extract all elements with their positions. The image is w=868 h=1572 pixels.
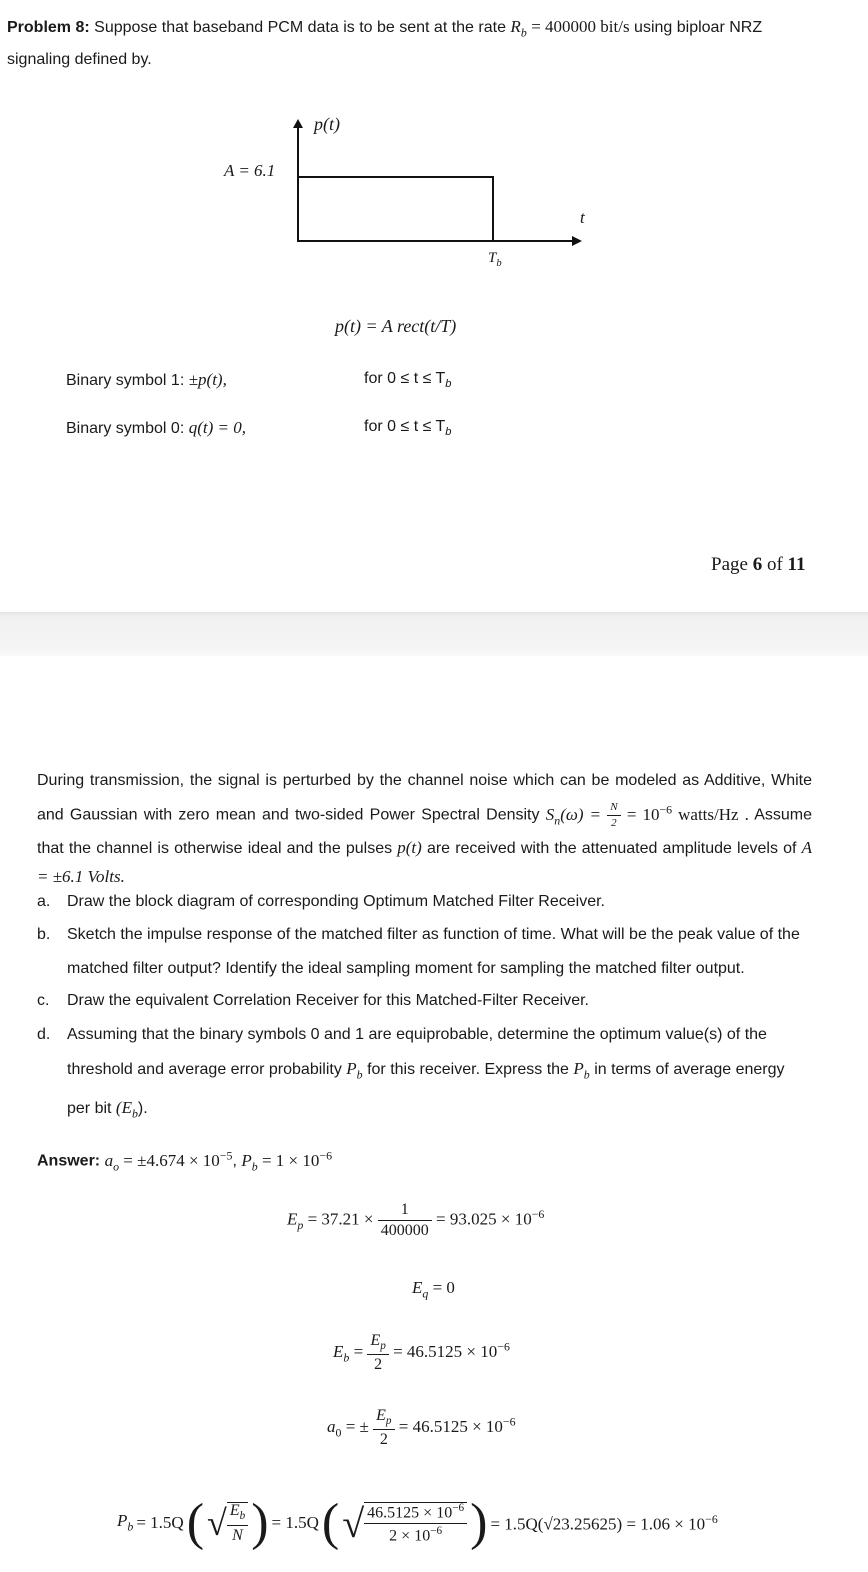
paren-left: ( <box>186 1494 205 1551</box>
symbol-0-label: Binary symbol 0: <box>66 420 185 437</box>
t-axis-label: t <box>580 208 585 227</box>
ep-equation: $E_p = 37.21$ × $\frac{1}{400000}$ = $93.025 \times 10^{-6}$ <box>287 1201 545 1239</box>
tb-label: $T_b$ <box>488 250 502 269</box>
problem-statement <box>7 17 762 40</box>
symbol-0-row <box>66 418 246 438</box>
rate-symbol: $R_b$ <box>510 17 527 40</box>
list-item: b. Sketch the impulse response of the matched filter as function of time. What will be the peak value of the matched filter output? Identify the ideal sampling moment for sampling the matched filter output. <box>37 926 800 977</box>
pulse-definition: p(t) = A rect(t/T) <box>335 316 457 336</box>
list-item: c. Draw the equivalent Correlation Receiver for this Matched-Filter Receiver. <box>37 992 589 1009</box>
y-axis-arrow <box>293 119 303 128</box>
answer-threshold: $a_o = \pm 4.674 \times 10^{-5}$ <box>104 1148 233 1174</box>
t-axis-arrow <box>572 236 582 246</box>
intro-line-2: signaling defined by. <box>7 51 152 68</box>
pulse-rect <box>298 177 493 241</box>
page-break <box>0 612 868 656</box>
amplitude-label: A = 6.1 <box>224 161 276 180</box>
y-axis-label: p(t) <box>314 114 340 134</box>
symbol-1-expr: ±p(t), <box>188 370 227 389</box>
intro-text: Suppose that baseband PCM data is to be sent at the rate <box>94 19 506 36</box>
list-item: d. Assuming that the binary symbols 0 and 1 are equiprobable, determine the optimum value(s) of the threshold and average error probability $P_b$ for this receiver. Express the $P_b$ in terms of average energy per bit $(E_b)$. <box>37 1026 785 1121</box>
answer-pb: $P_b = 1 \times 10^{-6}$ <box>241 1148 333 1174</box>
answer-line: Answer: $a_o = \pm 4.674 \times 10^{-5}$, $P_b = 1 \times 10^{-6}$ <box>37 1148 333 1174</box>
eq-equation: $E_q = 0$ <box>412 1278 455 1301</box>
psd-value: = $10^{-6}$ watts/Hz . <box>626 802 749 824</box>
symbol-1-row <box>66 370 227 390</box>
pulse-ref: p(t) <box>397 838 422 858</box>
a0-equation: $a_0$ = ± $\frac{E_p}{2}$ = $46.5125 \times 10^{-6}$ <box>327 1407 516 1449</box>
intro-text-end: using biploar NRZ <box>634 19 763 36</box>
symbol-1-range: for $0 \le t \le T_b$ <box>364 370 452 391</box>
noise-paragraph: During transmission, the signal is perturbed by the channel noise which can be modeled as Additive, White and Gaussian with zero mean and two-sided Power Spectral Density $S_n(\omega)$ = $\frac{N}{2}$ = $10^{-6}$ watts/Hz . Assume that the channel is otherwise ideal and the pulses p(t) are received with the attenuated amplitude levels of A = ±6.1 Volts. <box>37 772 812 887</box>
list-item: a. Draw the block diagram of corresponding Optimum Matched Filter Receiver. <box>37 893 605 910</box>
psd-expression: $S_n(\omega)$ = <box>545 804 602 828</box>
paren-right: ) <box>251 1494 269 1551</box>
sqrt-ebn: √ $\frac{E_b}{N}$ <box>207 1502 248 1544</box>
psd-fraction: $\frac{N}{2}$ <box>607 802 620 829</box>
answer-label: Answer: <box>37 1152 101 1170</box>
pb-equation: $P_b$ = 1.5Q ( √ $\frac{E_b}{N}$ ) = 1.5Q ( √ $\frac{46.5125 \times 10^{-6}}{2 \times 10^{-6}}$ ) = $1.5Q(√23.25625) = 1.06 \times 10^{-6}$ <box>117 1494 718 1551</box>
page-number: Page 6 of 11 <box>711 554 806 575</box>
sqrt-values: √ $\frac{46.5125 \times 10^{-6}}{2 \times 10^{-6}}$ <box>342 1500 467 1547</box>
symbol-0-range: for $0 \le t \le T_b$ <box>364 418 452 439</box>
symbol-1-label: Binary symbol 1: <box>66 372 185 389</box>
eb-equation: $E_b$ = $\frac{E_p}{2}$ = $46.5125 \times 10^{-6}$ <box>333 1332 510 1374</box>
amplitude-levels: A = ±6.1 Volts. <box>37 838 812 887</box>
rate-value: = 400000 bit/s <box>531 17 630 36</box>
problem-label: Problem 8: <box>7 19 90 36</box>
symbol-0-expr: q(t) = 0, <box>188 418 246 437</box>
